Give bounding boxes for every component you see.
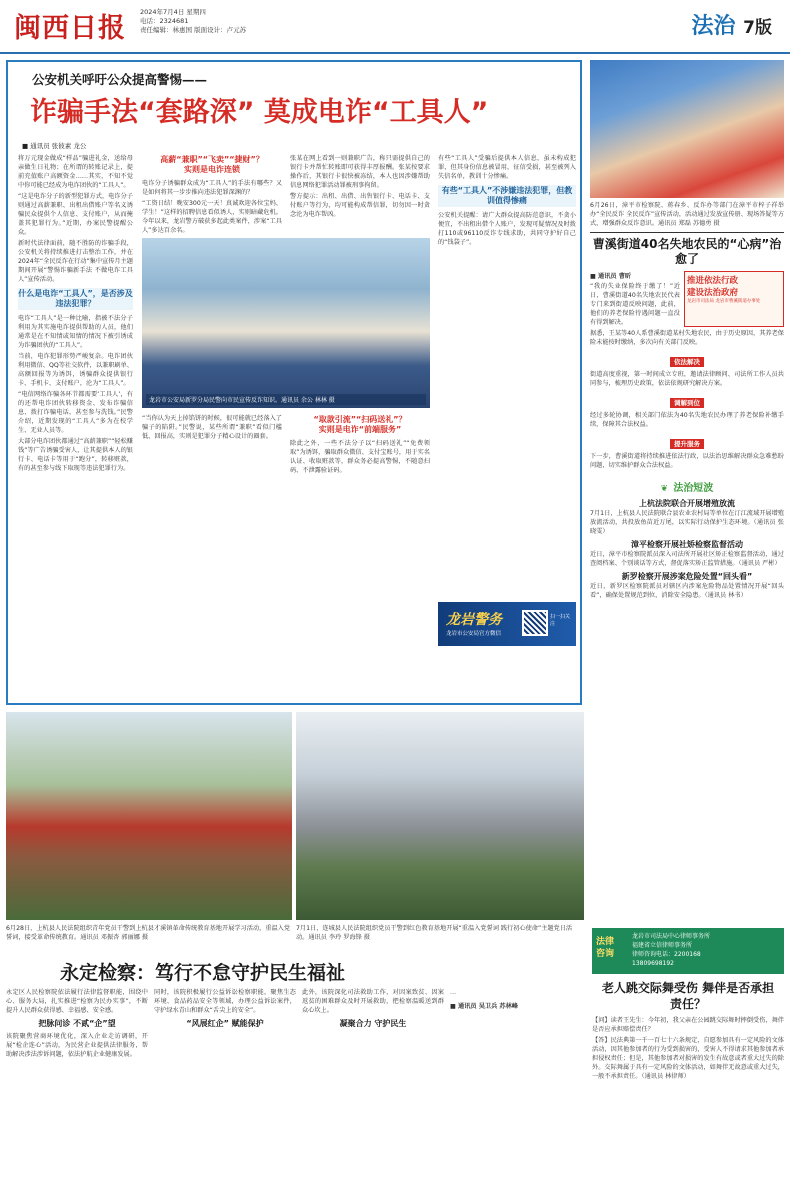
paragraph: 警方提示：出租、出借、出售银行卡、电话卡、支付账户等行为，均可能构成帮信罪，切勿因一时贪念沦为电诈帮凶。 — [290, 193, 430, 218]
castle-photo — [296, 712, 584, 920]
subheading: 把脉问诊 不贰“企”望 — [38, 1019, 116, 1028]
ad-line: 律师咨询电话：2200168 — [632, 951, 701, 958]
article-col-3-top — [290, 154, 430, 219]
subheading-line: “取款引流”“扫码送礼”？ — [313, 415, 407, 424]
paragraph: 街道高度重视，第一时间成立专班，邀请法律顾问、司法所工作人员共同参与，梳理历史政策，依法依规研究解决方案。 — [590, 371, 784, 387]
subheading-high-pay — [142, 154, 282, 176]
paragraph: 经过多轮协调，相关部门依法为40名失地农民办理了养老保险补缴手续，保障其合法权益。 — [590, 412, 784, 428]
paragraph: 同时，该院积极履行公益诉讼检察职能，聚焦生态环境、食品药品安全等领域，办理公益诉讼案件，守护绿水青山和群众“舌尖上的安全”。 — [154, 989, 296, 1014]
police-promotion-photo — [142, 238, 430, 408]
leaf-icon: ❦ — [660, 484, 669, 494]
paragraph: 除此之外，一些不法分子以“扫码送礼”“免费领取”为诱饵，骗取群众微信、支付宝账号，用于实名认证、收取赃款等，群众务必提高警惕，不随意扫码、不泄露验证码。 — [290, 440, 430, 474]
subheading-line: 实则是电诈连锁 — [184, 165, 240, 174]
bottom-article-col-3 — [302, 988, 444, 1032]
subheading-scan-gift — [290, 414, 430, 436]
story-headline: 曹溪街道40名失地农民的“心病”治愈了 — [592, 237, 782, 266]
ad-line: 13809698192 — [632, 960, 674, 967]
ad-tag: 法律咨询 — [596, 937, 615, 959]
paragraph: 此外，该院深化司法救助工作，对因案致贫、因案返贫的困难群众及时开展救助，把检察温暖送到群众心坎上。 — [302, 989, 444, 1014]
paragraph: “这是电诈分子的新型犯罪方式，电诈分子则通过高薪兼职、出租出借账户等名义诱骗民众提供个人信息、支付账户，从而掩盖其犯罪行为。”近期，办案民警提醒公众。 — [18, 193, 133, 236]
article-byline: ■ 通讯员 张彼素 龙公 — [22, 142, 87, 150]
paragraph: 电诈“工具人”是一种比喻，指被不法分子利用为其实施电诈提供帮助的人员，他们通常是在不知情或知情的情况下被引诱成为诈骗团伙的“工具人”。 — [18, 315, 133, 349]
qa-body — [592, 1016, 784, 1081]
paragraph: 下一步，曹溪街道将持续推进依法行政，以法治思维解决群众急难愁盼问题，切实维护群众合法权益。 — [590, 453, 784, 469]
paragraph: 新时代法律面前，随不胜防的诈骗手段，公安机关将持续推进打击整治工作，并在2024年“全民反诈在行动”集中宣传月主题期间开展“警惕诈骗新手法 不做电诈工具人”宣传活动。 — [18, 240, 133, 283]
badge-line-2: 建设法治政府 — [687, 288, 739, 298]
issue-date: 2024年7月4日 — [140, 8, 185, 16]
ad-text — [632, 932, 710, 968]
subheading-what-is: 什么是电诈“工具人”，是否涉及违法犯罪？ — [18, 289, 133, 308]
subheading-line: 高薪“兼职”“飞卖”“捷财”？ — [160, 155, 264, 164]
article-kicker: 公安机关呼吁公众提高警惕—— — [32, 72, 208, 87]
police-brand-sub: 龙岩市公安局官方微信 — [446, 631, 502, 637]
paragraph: “工资日结！晚安300元一天！真诚欢迎各位宝妈、学生！”这样的招聘信息看似诱人，实则暗藏危机。今年以来，龙岩警方破获多起此类案件，涉案“工具人”多达百余名。 — [142, 200, 282, 234]
photo-caption-right: 7月1日，连城县人民法院组织党员干警到红色教育基地开展“重温入党誓词 践行初心使命”主题党日活动。通讯员 李玲 罗海锋 摄 — [296, 925, 573, 941]
paragraph: 有些“工具人”受骗后提供本人信息，虽未构成犯罪，但其身份信息被冒用，征信受损，甚至被列入失信名单，教训十分惨痛。 — [438, 155, 576, 180]
main-article — [6, 60, 582, 705]
subheading: 依法解决 — [670, 357, 704, 367]
bottom-article-col-4 — [450, 988, 584, 1010]
subheading-line: 实则是电诈“前端服务” — [318, 425, 402, 434]
issue-editors: 责任编辑：林惠国 版面设计：卢元苏 — [140, 26, 247, 34]
legal-consult-ad — [592, 928, 784, 974]
paragraph: 将万元现金做成“样品”骗进礼金，送给母亲做生日礼物；在所谓的转账记录上，提前充值账户高额资金……其实，不知不觉中你可能已经成为电诈团伙的“工具人”。 — [18, 155, 133, 189]
issue-phone: 电话：2324681 — [140, 17, 189, 25]
brief-headline: 新罗检察开展涉案危险处置“回头看” — [621, 572, 753, 581]
issue-info — [140, 8, 246, 35]
paragraph: 电诈分子诱骗群众成为“工具人”的手法有哪些？又是如何将其一步步推向违法犯罪深渊的？ — [142, 180, 282, 196]
article-col-3-bottom — [290, 414, 430, 475]
brief-text: 近日，漳平市检察院派员深入司法所开展社区矫正检察监督活动，通过查阅档案、个别谈话等方式，督促落实矫正监管措施。（通讯员 严彬） — [590, 551, 784, 567]
badge-sub: 龙岩市司法局 龙岩市曹溪街道办事处 — [687, 299, 761, 304]
divider — [590, 232, 784, 233]
photo-caption-left: 6月28日，上杭县人民法院组织青年党员干警到上杭县才溪镇革命传统教育基地开展学习活动，重温入党誓词，接受革命传统教育。通讯员 邓振杏 郭丽娜 摄 — [6, 925, 291, 941]
brief-news-header — [590, 476, 784, 495]
paragraph: 大部分电诈团伙都通过“高薪兼职”“轻松赚钱”等广告诱骗受害人，让其提供本人的银行卡、电话卡等用于“跑分”，转移赃款，有的甚至参与线下取现等违法犯罪行为。 — [18, 438, 133, 472]
paragraph: 张某在网上看到一则兼职广告，称只需提供自己的银行卡并帮忙转账即可获得丰厚报酬。张某按要求操作后，其银行卡很快被冻结，本人也因涉嫌帮助信息网络犯罪活动罪被刑事拘留。 — [290, 155, 430, 189]
qr-code[interactable] — [522, 610, 548, 636]
article-col-2-top — [142, 154, 282, 235]
brief-headline: 漳平检察开展社矫检察监督活动 — [631, 540, 743, 549]
photo-caption: 龙岩市公安局新罗分局民警向市民宣传反诈知识。通讯员 余公 林林 摄 — [146, 394, 426, 405]
subheading: 提升服务 — [670, 439, 704, 449]
ad-line: 福建省立信律师事务所 — [632, 942, 693, 949]
paragraph: “当你认为天上掉馅饼的时候，很可能就已经落入了骗子的陷阱。”民警说，某些所谓“兼职”看似门槛低、回报高，实则是犯罪分子精心设计的圈套。 — [142, 415, 282, 440]
red-gate-photo — [6, 712, 292, 920]
brief-text: 近日，新罗区检察院派员对辖区内涉案危险物品处置情况开展“回头看”，确保处置规范到位，消除安全隐患。（通讯员 林书） — [590, 583, 784, 599]
paragraph: 永定区人民检察院依法履行法律监督职能，围绕中心、服务大局，扎实推进“检察为民办实事”，不断提升人民群众获得感、幸福感、安全感。 — [6, 989, 148, 1014]
paragraph: 当前，电诈犯罪形势严峻复杂。电诈团伙利用微信、QQ等社交软件，以兼职刷单、高额回报等为诱饵，诱骗群众提供银行卡、手机卡、支付账户，沦为“工具人”。 — [18, 353, 133, 387]
page-number: 7版 — [743, 18, 772, 38]
paragraph: “电信网络诈骗各环节都需要‘工具人’，有的还帮电诈团伙转移资金、发布诈骗信息、拨打诈骗电话，甚至参与洗钱。”民警介绍，近期发现的“工具人”多为在校学生、无业人员等。 — [18, 391, 133, 434]
qa-question: 【问】读者王先生：今年初，我父亲在公园跳交际舞时摔倒受伤，舞伴是否应承担赔偿责任？ — [592, 1017, 784, 1033]
right-column — [590, 60, 784, 705]
article-col-2-bottom — [142, 414, 282, 441]
paragraph: “我的失业保险终于缴了！”近日，曹溪街道40名失地农民代表专门来到街道反映问题，此前，他们的养老保险待遇问题一直没有得到解决。 — [590, 283, 680, 326]
newspaper-logo: 闽西日报 — [14, 13, 126, 44]
paragraph: 据悉，王某等40人系曹溪街道某村失地农民，由于历史原因，其养老保险未能按时缴纳，多次向有关部门反映。 — [590, 330, 784, 346]
issue-weekday: 星期四 — [186, 8, 206, 16]
section-label — [691, 9, 772, 40]
article-col-4 — [438, 154, 576, 247]
paragraph: 公安机关提醒：请广大群众提高防范意识，不贪小便宜，不出租出借个人账户，发现可疑情况及时拨打110或96110反诈专线求助，共同守护好自己的“钱袋子”。 — [438, 212, 576, 246]
article-col-1 — [18, 154, 133, 473]
police-brand-title: 龙岩警务 — [446, 612, 502, 628]
rule-of-law-badge — [684, 271, 784, 327]
qr-label: 扫一扫关注 — [550, 614, 571, 627]
subheading: 调解到位 — [670, 398, 704, 408]
subheading: 凝聚合力 守护民生 — [339, 1019, 407, 1028]
subheading-tool-people: 有些“工具人”不涉嫌违法犯罪，但教训值得惨痛 — [438, 185, 576, 207]
section-name: 法治 — [691, 14, 736, 39]
subheading: “风展红企” 赋能保护 — [186, 1019, 264, 1028]
ad-line: 龙岩市司法局中心律师事务所 — [632, 933, 711, 940]
bottom-article-col-1 — [6, 988, 148, 1059]
article-byline: ■ 通讯员 吴卫兵 苏林峰 — [450, 1003, 518, 1010]
paragraph: … — [450, 989, 457, 996]
qa-answer: 【答】民法典第一千一百七十六条规定，自愿参加具有一定风险的文体活动，因其他参加者的行为受到损害的，受害人不得请求其他参加者承担侵权责任；但是，其他参加者对损害的发生有故意或者重大过失的除外。交际舞属于具有一定风险的文体活动，如舞伴无故意或重大过失，一般不承担责任。（通讯员 林律师） — [592, 1037, 784, 1080]
qa-headline: 老人跳交际舞受伤 舞伴是否承担责任？ — [601, 981, 775, 1011]
brief-text: 7月1日，上杭县人民法院联合县农业农村局等单位在汀江流域开展增殖放流活动，共投放鱼苗近万尾，以实际行动保护生态环境。（通讯员 张晓雯） — [590, 510, 784, 535]
brief-title: 法治短波 — [673, 483, 714, 494]
brief-headline: 上杭法院联合开展增殖放流 — [639, 499, 735, 508]
article-headline: 诈骗手法“套路深” 莫成电诈“工具人” — [30, 97, 489, 128]
bottom-article-col-2 — [154, 988, 296, 1032]
badge-line-1: 推进依法行政 — [687, 276, 739, 286]
photo-caption: 6月26日，漳平市检察院、蒋春乡、反诈办等部门在漳平市梓子祥举办“全民反诈 全民反诈”宣传活动，活动通过发放宣传册、现场答疑等方式，增强群众反诈意识。通讯员 郑磊 苏德勇 摄 — [590, 202, 785, 227]
anti-fraud-event-photo — [590, 60, 784, 198]
police-brand-badge — [438, 602, 576, 646]
story-byline: ■ 通讯员 曹昕 — [590, 273, 632, 280]
masthead — [0, 0, 790, 54]
paragraph: 该院聚焦营商环境优化，深入企业走访调研，开展“检企连心”活动，为民营企业提供法律服务，帮助解决涉法涉诉问题，依法护航企业健康发展。 — [6, 1033, 148, 1058]
procuratorate-headline: 永定检察：笃行不怠守护民生福祉 — [60, 962, 346, 984]
